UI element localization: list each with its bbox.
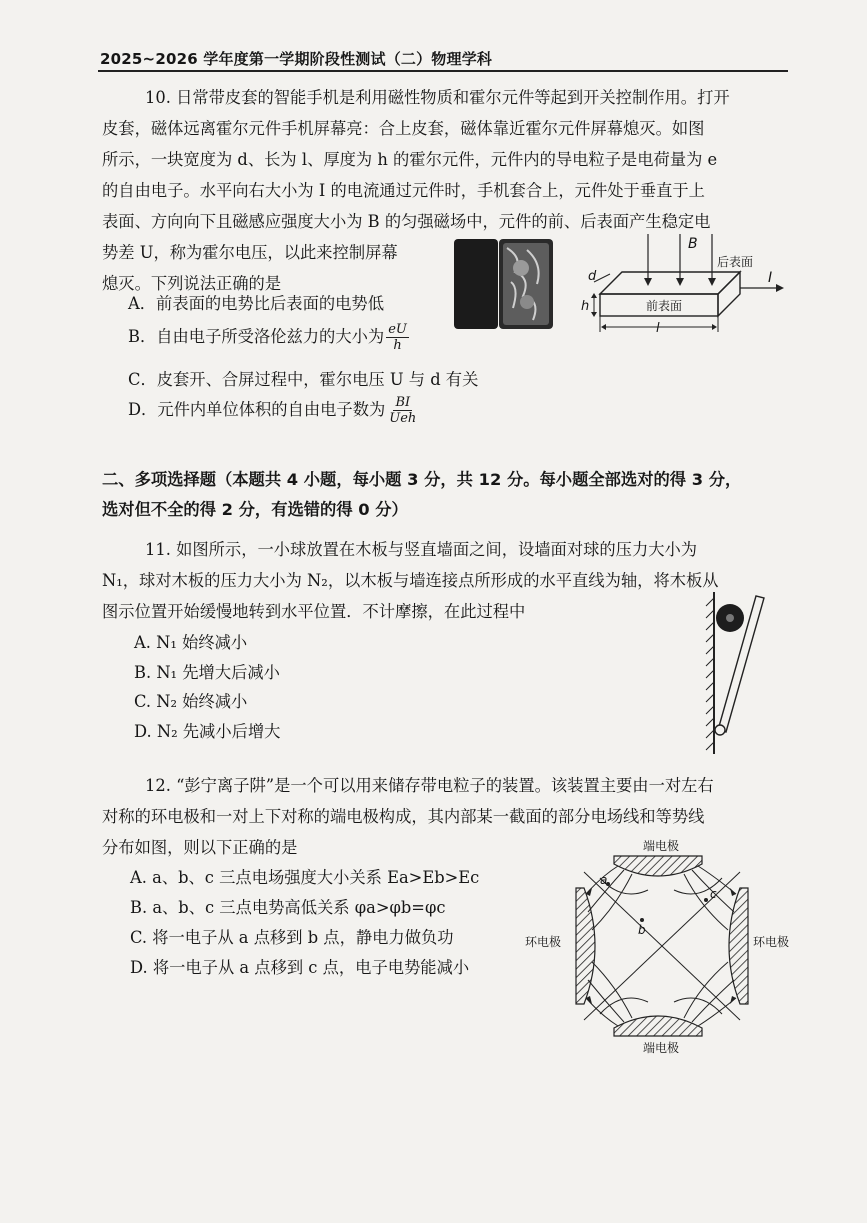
section-2-line-2: 选对但不全的得 2 分，有选错的得 0 分） bbox=[102, 500, 408, 519]
q11-line-3: 图示位置开始缓慢地转到水平位置．不计摩擦，在此过程中 bbox=[102, 602, 526, 621]
hall-element-diagram bbox=[580, 228, 795, 340]
label-b: B bbox=[688, 236, 698, 252]
q12-option-c[interactable]: C. 将一电子从 a 点移到 b 点，静电力做负功 bbox=[130, 928, 454, 947]
q10-option-d-text: D．元件内单位体积的自由电子数为 bbox=[128, 400, 386, 419]
label-left-ring-electrode: 环电极 bbox=[525, 935, 562, 949]
q10-option-d[interactable] bbox=[128, 395, 418, 426]
q11-option-d[interactable]: D. N₂ 先减小后增大 bbox=[134, 722, 281, 741]
phone-case-photo bbox=[453, 238, 555, 330]
q10-line-2: 皮套，磁体远离霍尔元件手机屏幕亮：合上皮套，磁体靠近霍尔元件屏幕熄灭。如图 bbox=[102, 119, 705, 138]
label-front-surface: 前表面 bbox=[646, 299, 683, 313]
q11-option-c[interactable]: C. N₂ 始终减小 bbox=[134, 692, 248, 711]
q10-line-7: 熄灭。下列说法正确的是 bbox=[102, 274, 282, 293]
q12-line-2: 对称的环电极和一对上下对称的端电极构成，其内部某一截面的部分电场线和等势线 bbox=[102, 807, 705, 826]
q10-line-1: 10. 日常带皮套的智能手机是利用磁性物质和霍尔元件等起到开关控制作用。打开 bbox=[145, 88, 730, 107]
label-point-a: a bbox=[600, 873, 608, 887]
q12-line-1: 12. “彭宁离子阱”是一个可以用来储存带电粒子的装置。该装置主要由一对左右 bbox=[145, 776, 714, 795]
q11-line-1: 11. 如图所示，一小球放置在木板与竖直墙面之间，设墙面对球的压力大小为 bbox=[145, 540, 698, 559]
label-rear-surface: 后表面 bbox=[717, 255, 754, 269]
q10-line-5: 表面、方向向下且磁感应强度大小为 B 的匀强磁场中，元件的前、后表面产生稳定电 bbox=[102, 212, 711, 231]
q10-line-4: 的自由电子。水平向右大小为 I 的电流通过元件时，手机套合上，元件处于垂直于上 bbox=[102, 181, 705, 200]
q12-line-3: 分布如图，则以下正确的是 bbox=[102, 838, 298, 857]
q10-line-3: 所示，一块宽度为 d、长为 l、厚度为 h 的霍尔元件，元件内的导电粒子是电荷量为 e bbox=[102, 150, 718, 169]
q10-option-c[interactable]: C．皮套开、合屏过程中，霍尔电压 U 与 d 有关 bbox=[128, 370, 479, 389]
header-rule bbox=[98, 70, 788, 72]
q10-line-6: 势差 U，称为霍尔电压，以此来控制屏幕 bbox=[102, 243, 398, 262]
label-right-ring-electrode: 环电极 bbox=[753, 935, 790, 949]
q12-option-a[interactable]: A. a、b、c 三点电场强度大小关系 Ea>Eb>Ec bbox=[130, 868, 480, 887]
q12-option-b[interactable]: B. a、b、c 三点电势高低关系 φa>φb=φc bbox=[130, 898, 446, 917]
label-h: h bbox=[581, 299, 590, 314]
label-l: l bbox=[656, 321, 660, 336]
q10-option-b[interactable] bbox=[128, 322, 409, 353]
q10-option-b-fraction: $\frac{eU}{h}$ bbox=[388, 322, 407, 353]
label-point-b: b bbox=[638, 923, 646, 937]
penning-trap-diagram bbox=[522, 836, 804, 1058]
q10-option-b-text: B．自由电子所受洛伦兹力的大小为 bbox=[128, 327, 385, 346]
q11-option-b[interactable]: B. N₁ 先增大后减小 bbox=[134, 663, 280, 682]
section-2-line-1: 二、多项选择题（本题共 4 小题，每小题 3 分，共 12 分。每小题全部选对的得 3 分， bbox=[102, 470, 742, 489]
label-bottom-end-electrode: 端电极 bbox=[643, 1041, 680, 1055]
label-point-c: c bbox=[710, 887, 717, 901]
q11-line-2: N₁，球对木板的压力大小为 N₂，以木板与墙连接点所形成的水平直线为轴，将木板从 bbox=[102, 571, 719, 590]
label-d: d bbox=[588, 269, 597, 284]
q10-option-d-fraction: $\frac{BI}{\text{Ueh}}$ bbox=[389, 395, 417, 426]
label-top-end-electrode: 端电极 bbox=[643, 839, 680, 853]
header-title: 2025~2026 学年度第一学期阶段性测试（二）物理学科 bbox=[100, 50, 493, 68]
q10-option-a[interactable]: A．前表面的电势比后表面的电势低 bbox=[128, 294, 384, 313]
q12-option-d[interactable]: D. 将一电子从 a 点移到 c 点，电子电势能减小 bbox=[130, 958, 470, 977]
ball-board-wall-diagram bbox=[700, 588, 780, 758]
q11-option-a[interactable]: A. N₁ 始终减小 bbox=[134, 633, 248, 652]
label-current: I bbox=[768, 270, 773, 286]
